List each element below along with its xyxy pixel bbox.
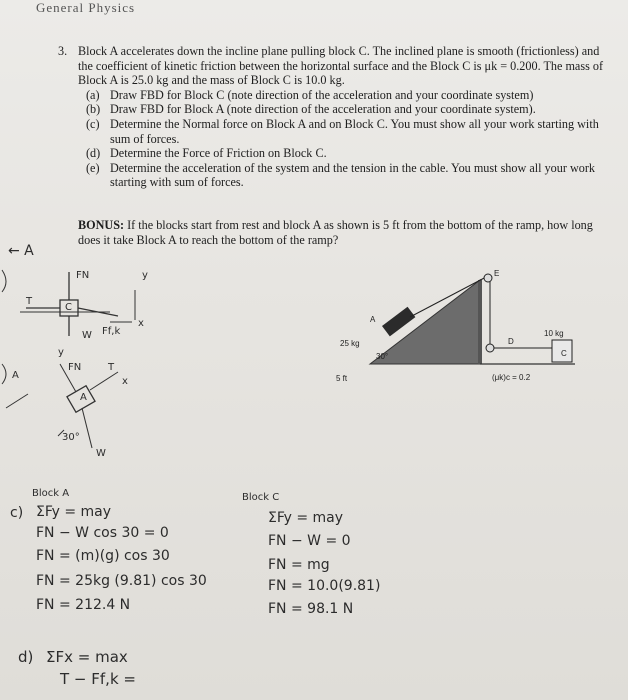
part-c-label: c) xyxy=(10,505,24,521)
problem-number: 3. xyxy=(58,44,68,58)
problem-item-d xyxy=(86,146,608,161)
bonus-text: If the blocks start from rest and block A as shown is 5 ft from the bottom of the ramp, how long does it take Block A to reach the bottom of the ramp? xyxy=(78,218,593,247)
fbd-a-x: x xyxy=(122,376,128,387)
block-a-shape xyxy=(382,307,415,337)
fbd-c-fn: FN xyxy=(76,270,90,281)
item-label: (d) xyxy=(86,146,101,161)
fbd-block-a-sketch xyxy=(0,350,170,460)
part-d-line-2: T − Ff,k = xyxy=(60,670,136,688)
item-text: Determine the Normal force on Block A and on Block C. You must show all your work starting with sum of forces. xyxy=(110,116,599,146)
fbd-c-ffk: Ff,k xyxy=(102,326,121,337)
fbd-a-side-label: A xyxy=(12,370,19,381)
block-c-work-heading: Block C xyxy=(242,492,280,503)
block-a-line-4: FN = 25kg (9.81) cos 30 xyxy=(36,573,207,589)
fbd-a-angle: 30° xyxy=(62,432,80,443)
block-c-line-2: FN − W = 0 xyxy=(268,533,351,549)
bonus-label: BONUS: xyxy=(78,218,125,232)
problem-statement: Block A accelerates down the incline plane pulling block C. The inclined plane is smooth (frictionless) and the coefficient of kinetic friction between the horizontal surface and the Block C is μk = 0.200. The mass of Block A is 25.0 kg and the mass of Block C is 10.0 kg. xyxy=(78,44,604,88)
part-d-label: d) xyxy=(18,648,34,666)
item-label: (a) xyxy=(86,87,100,102)
item-text: Determine the acceleration of the system and the tension in the cable. You must show all your work starting with sum of forces. xyxy=(110,160,596,190)
hand-arrow-a: ← A xyxy=(8,243,34,259)
block-c-line-1: ΣFy = may xyxy=(268,510,344,526)
block-c-line-4: FN = 10.0(9.81) xyxy=(268,578,381,594)
item-label: (b) xyxy=(86,102,101,117)
diagram-mass-c: 10 kg xyxy=(544,329,564,338)
block-c-line-5: FN = 98.1 N xyxy=(268,601,354,617)
problem-item-b xyxy=(86,102,608,117)
problem-item-c xyxy=(86,117,608,146)
diagram-friction-label: (μk)c = 0.2 xyxy=(492,373,531,382)
fbd-a-y: y xyxy=(58,347,64,358)
fbd-c-block: C xyxy=(65,302,72,313)
problem-item-e xyxy=(86,161,608,190)
item-label: (e) xyxy=(86,160,100,175)
fbd-a-fn: FN xyxy=(68,362,82,373)
fbd-c-w: W xyxy=(82,330,92,341)
diagram-angle: 30° xyxy=(376,352,389,361)
block-a-line-5: FN = 212.4 N xyxy=(36,597,131,613)
fbd-c-x: x xyxy=(138,318,144,329)
item-text: Determine the Force of Friction on Block C. xyxy=(110,146,327,161)
diagram-pulley-e-label: E xyxy=(494,269,500,278)
diagram-block-c-label: C xyxy=(561,349,567,358)
incline-diagram xyxy=(330,268,590,398)
page-header-fragment: General Physics xyxy=(36,0,136,15)
block-a-line-3: FN = (m)(g) cos 30 xyxy=(36,548,170,564)
fbd-a-block: A xyxy=(80,392,87,403)
fbd-a-w: W xyxy=(96,448,106,459)
problem-item-a xyxy=(86,88,608,103)
block-a-line-2: FN − W cos 30 = 0 xyxy=(36,525,169,541)
fbd-a-t: T xyxy=(108,362,115,373)
part-d-line-1: ΣFx = max xyxy=(46,648,128,666)
bonus-question xyxy=(78,218,598,247)
problem-items xyxy=(58,88,608,190)
diagram-block-a-label: A xyxy=(370,315,376,324)
item-text: Draw FBD for Block A (note direction of the acceleration and your coordinate system). xyxy=(110,102,536,117)
fbd-c-t: T xyxy=(26,296,33,307)
pulley-d xyxy=(486,344,494,352)
block-c-line-3: FN = mg xyxy=(268,557,330,573)
diagram-mass-a: 25 kg xyxy=(340,339,360,348)
fbd-c-y: y xyxy=(142,270,148,281)
block-a-work-heading: Block A xyxy=(32,488,70,499)
diagram-distance: 5 ft xyxy=(336,374,348,383)
diagram-pulley-d-label: D xyxy=(508,337,514,346)
item-text: Draw FBD for Block C (note direction of the acceleration and your coordinate system) xyxy=(110,87,534,102)
block-a-line-1: ΣFy = may xyxy=(36,504,112,520)
pulley-e xyxy=(484,274,492,282)
problem-3 xyxy=(58,44,608,190)
item-label: (c) xyxy=(86,116,100,131)
ramp-support-post xyxy=(478,280,482,364)
